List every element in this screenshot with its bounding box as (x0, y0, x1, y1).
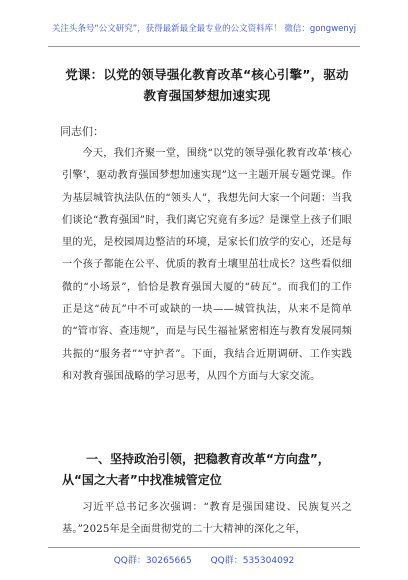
footer (0, 553, 408, 566)
salutation: 同志们： (60, 125, 104, 138)
header-divider (48, 46, 360, 47)
document-title: 党课：以党的领导强化教育改革“核心引擎”，驱动教育强国梦想加速实现 (65, 67, 349, 103)
footer-divider (48, 547, 360, 548)
footer-qq-group-2: QQ群：535304092 (210, 556, 295, 566)
footer-qq-group-1: QQ群：30265665 (113, 556, 192, 566)
header-note: 关注头条号“公文研究”，获得最新最全最专业的公文资料库！ 微信：gongwenyj (51, 24, 357, 34)
paragraph-section-1: 习近平总书记多次强调：“教育是强国建设、民族复兴之基。”2025年是全面贯彻党的二十大精神的深化之年， (62, 502, 352, 536)
paragraph-intro: 今天，我们齐聚一堂，围绕“以党的领导强化教育改革‘核心引擎’，驱动教育强国梦想加速实现”这一主题开展专题党课。作为基层城管执法队伍的“领头人”，我想先问大家一个问题：当我们谈论“教育强国”时，我们离它究竟有多远？是课堂上孩子们眼里的光，是校园周边整洁的环境，是家长们放学的安心，还是每一个孩子都能在公平、优质的教育土壤里茁壮成长？这些看似细微的“小场景”，恰恰是教育强国大厦的“砖瓦”。而我们的工作正是这“砖瓦”中不可或缺的一块——城管执法，从来不是简单的“管市容、查违规”，而是与民生福祉紧密相连与教育发展同频共振的“服务者”“守护者”。下面，我结合近期调研、工作实践和对教育强国战略的学习思考，从四个方面与大家交流。 (62, 148, 352, 382)
section-heading-1: 一、坚持政治引领，把稳教育改革“方向盘”，从“国之大者”中找准城管定位 (62, 452, 330, 487)
